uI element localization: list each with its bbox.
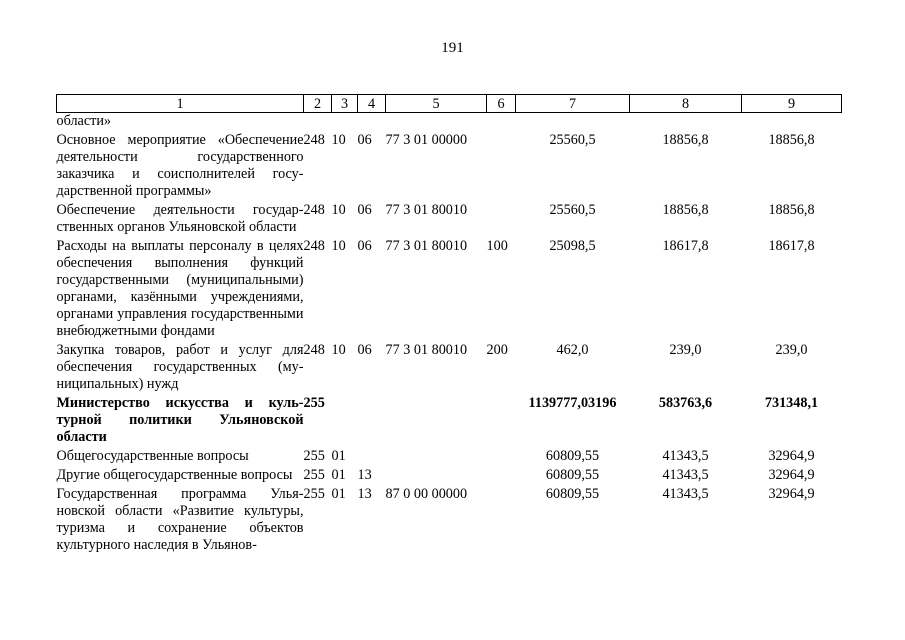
cell-section: 10 xyxy=(331,238,346,254)
cell-target-article: 87 0 00 00000 xyxy=(385,486,468,502)
cell-admin-code: 255 xyxy=(303,486,325,502)
cell-amount-col8: 18856,8 xyxy=(662,132,709,148)
cell-target-article: 77 3 01 80010 xyxy=(385,238,468,254)
cell-admin-code: 255 xyxy=(303,467,325,483)
cell-target-article: 77 3 01 00000 xyxy=(385,132,468,148)
cell-amount-col8: 41343,5 xyxy=(662,467,709,483)
cell-subsection xyxy=(358,113,386,131)
cell-amount-col7: 25560,5 xyxy=(549,132,596,148)
cell-name: Расходы на выплаты персоналу в целях обеспечения выполнения функций государственными (муниципальными) органами, казёнными учреждениями, органами управления государственными внебюджетными фондами xyxy=(56,238,304,339)
page-number: 191 xyxy=(441,40,464,56)
cell-admin-code xyxy=(304,113,332,131)
budget-table xyxy=(56,94,842,554)
table-row xyxy=(57,130,842,200)
cell-admin-code: 248 xyxy=(303,132,325,148)
cell-expense-type xyxy=(487,113,516,131)
column-header: 8 xyxy=(630,95,742,113)
cell-amount-col7: 462,0 xyxy=(556,342,589,358)
table-row xyxy=(57,200,842,236)
table-row xyxy=(57,236,842,340)
cell-subsection: 13 xyxy=(357,467,372,483)
cell-amount-col7: 60809,55 xyxy=(545,448,600,464)
cell-admin-code: 255 xyxy=(303,448,325,464)
cell-amount-col9: 18856,8 xyxy=(768,202,815,218)
cell-amount-col8 xyxy=(630,113,742,131)
cell-expense-type xyxy=(487,200,516,236)
cell-subsection: 06 xyxy=(357,238,372,254)
cell-name: Министерство искусства и культурной политики Ульяновской области xyxy=(56,395,304,445)
cell-target-article xyxy=(386,446,487,465)
cell-subsection xyxy=(358,446,386,465)
cell-admin-code: 255 xyxy=(303,395,325,411)
cell-section xyxy=(332,393,358,446)
table-row xyxy=(57,113,842,131)
column-header: 6 xyxy=(487,95,516,113)
table-row xyxy=(57,484,842,554)
cell-amount-col8: 583763,6 xyxy=(658,395,713,411)
cell-section xyxy=(332,113,358,131)
table-row xyxy=(57,340,842,393)
cell-section: 10 xyxy=(331,342,346,358)
cell-target-article xyxy=(386,393,487,446)
column-header: 1 xyxy=(57,95,304,113)
column-header: 7 xyxy=(516,95,630,113)
cell-expense-type xyxy=(487,465,516,484)
cell-amount-col9: 239,0 xyxy=(775,342,808,358)
cell-expense-type xyxy=(487,446,516,465)
cell-section: 10 xyxy=(331,132,346,148)
cell-name: Основное мероприятие «Обеспечение деятельности государственного заказчика и соисполнителей государственной программы» xyxy=(56,132,304,199)
cell-expense-type xyxy=(487,484,516,554)
table-row xyxy=(57,446,842,465)
cell-subsection: 06 xyxy=(357,132,372,148)
cell-expense-type: 200 xyxy=(486,342,508,358)
cell-amount-col7: 25098,5 xyxy=(549,238,596,254)
cell-target-article: 77 3 01 80010 xyxy=(385,342,468,358)
cell-amount-col7: 60809,55 xyxy=(545,486,600,502)
cell-name: Государственная программа Ульяновской области «Развитие культуры, туризма и сохранение объектов культурного наследия в Ульянов- xyxy=(56,486,304,553)
cell-subsection: 06 xyxy=(357,202,372,218)
cell-section: 01 xyxy=(331,467,346,483)
cell-expense-type: 100 xyxy=(486,238,508,254)
table-header-row xyxy=(57,95,842,113)
cell-amount-col8: 41343,5 xyxy=(662,486,709,502)
cell-section: 10 xyxy=(331,202,346,218)
cell-target-article xyxy=(386,113,487,131)
cell-name: Закупка товаров, работ и услуг для обеспечения государственных (муниципальных) нужд xyxy=(56,342,304,392)
cell-amount-col7 xyxy=(516,113,630,131)
cell-expense-type xyxy=(487,130,516,200)
cell-amount-col8: 18617,8 xyxy=(662,238,709,254)
table-body xyxy=(57,113,842,555)
cell-amount-col9: 32964,9 xyxy=(768,467,815,483)
cell-amount-col8: 18856,8 xyxy=(662,202,709,218)
column-header: 2 xyxy=(304,95,332,113)
column-header: 5 xyxy=(386,95,487,113)
cell-amount-col8: 41343,5 xyxy=(662,448,709,464)
cell-amount-col9: 731348,1 xyxy=(764,395,819,411)
cell-amount-col9: 32964,9 xyxy=(768,448,815,464)
cell-subsection: 06 xyxy=(357,342,372,358)
cell-name: Обеспечение деятельности государственных органов Ульяновской области xyxy=(56,202,304,235)
cell-section: 01 xyxy=(331,448,346,464)
cell-subsection: 13 xyxy=(357,486,372,502)
cell-amount-col7: 25560,5 xyxy=(549,202,596,218)
cell-amount-col9 xyxy=(742,113,842,131)
cell-amount-col7: 60809,55 xyxy=(545,467,600,483)
cell-name: Общегосударственные вопросы xyxy=(56,448,249,464)
cell-admin-code: 248 xyxy=(303,202,325,218)
cell-admin-code: 248 xyxy=(303,342,325,358)
cell-amount-col9: 32964,9 xyxy=(768,486,815,502)
cell-subsection xyxy=(358,393,386,446)
cell-expense-type xyxy=(487,393,516,446)
cell-name: области» xyxy=(56,113,112,129)
cell-section: 01 xyxy=(331,486,346,502)
column-header: 4 xyxy=(358,95,386,113)
cell-amount-col7: 1139777,03196 xyxy=(528,395,617,411)
cell-target-article: 77 3 01 80010 xyxy=(385,202,468,218)
column-header: 3 xyxy=(332,95,358,113)
table-row xyxy=(57,393,842,446)
cell-amount-col9: 18617,8 xyxy=(768,238,815,254)
cell-target-article xyxy=(386,465,487,484)
table-row xyxy=(57,465,842,484)
cell-amount-col8: 239,0 xyxy=(669,342,702,358)
cell-amount-col9: 18856,8 xyxy=(768,132,815,148)
column-header: 9 xyxy=(742,95,842,113)
cell-admin-code: 248 xyxy=(303,238,325,254)
cell-name: Другие общегосударственные вопросы xyxy=(56,467,293,483)
